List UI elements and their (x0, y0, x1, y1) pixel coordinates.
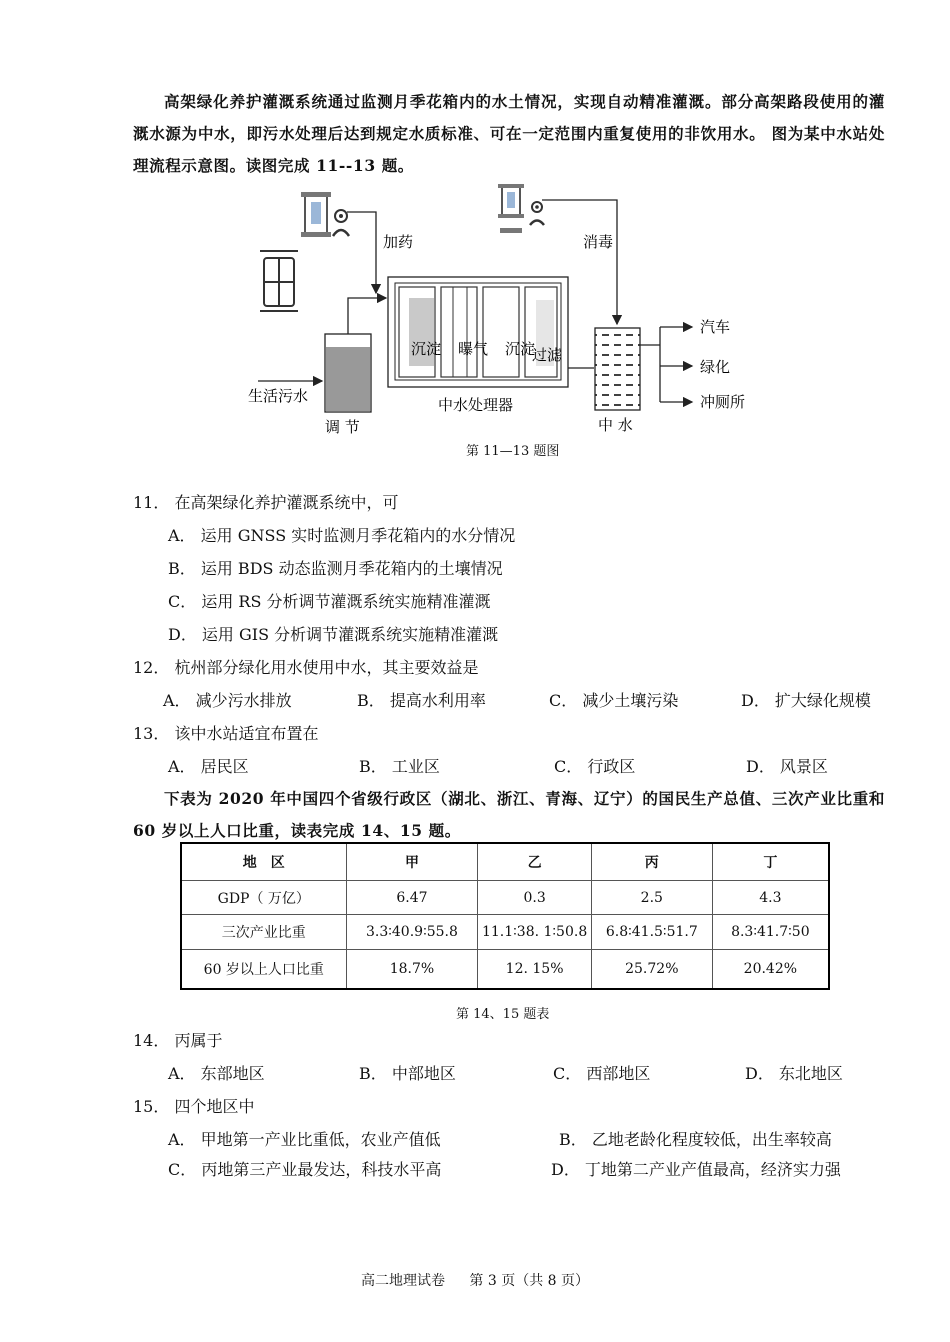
intro-paragraph-1: 高架绿化养护灌溉系统通过监测月季花箱内的水土情况，实现自动精准灌溉。部分高架路段使用的灌溉水源为中水，即污水处理后达到规定水质标准、可在一定范围内重复使用的非饮用水。 图为某中水站处理流程示意图。读图完成 11--13 题。 (133, 92, 885, 175)
q14-option-a: A． 东部地区 (168, 1064, 265, 1083)
table-cell: 20.42% (712, 950, 829, 990)
q11-option-d: D． 运用 GIS 分析调节灌溉系统实施精准灌溉 (168, 625, 499, 644)
q12-stem: 12． 杭州部分绿化用水使用中水，其主要效益是 (133, 658, 479, 677)
table-cell: 11.1∶38. 1∶50.8 (478, 915, 592, 950)
table-header-row (181, 843, 829, 881)
processor-unit (388, 277, 568, 387)
table-caption: 第 14、15 题表 (456, 1007, 550, 1022)
table-cell: 三次产业比重 (181, 915, 346, 950)
q13-option-c: C． 行政区 (554, 757, 636, 776)
table-cell: 6.8∶41.5∶51.7 (591, 915, 712, 950)
q13-option-b: B． 工业区 (359, 757, 440, 776)
q11-option-c: C． 运用 RS 分析调节灌溉系统实施精准灌溉 (168, 592, 491, 611)
label-stage3: 沉淀 (505, 340, 536, 358)
disinfect-pump-icon (530, 202, 544, 225)
q12-option-d: D． 扩大绿化规模 (741, 691, 871, 710)
table-cell: 8.3∶41.7∶50 (712, 915, 829, 950)
table-cell: 60 岁以上人口比重 (181, 950, 346, 990)
q14-option-b: B． 中部地区 (359, 1064, 456, 1083)
screen-grille-icon (260, 251, 298, 311)
label-reclaimed: 中 水 (598, 416, 633, 434)
page-footer (0, 1270, 950, 1290)
label-regulate: 调 节 (325, 418, 360, 436)
q12-option-a: A． 减少污水排放 (163, 691, 292, 710)
table-cell: 12. 15% (478, 950, 592, 990)
table-header-cell: 乙 (478, 843, 592, 881)
q11-option-a: A． 运用 GNSS 实时监测月季花箱内的水分情况 (168, 526, 516, 545)
regulating-tank (325, 334, 371, 412)
table-cell: 0.3 (478, 881, 592, 915)
q12-option-c: C． 减少土壤污染 (549, 691, 679, 710)
table-header-cell: 甲 (346, 843, 478, 881)
q15-option-b: B． 乙地老龄化程度较低，出生率较高 (559, 1130, 832, 1149)
table-cell: 2.5 (591, 881, 712, 915)
table-header-cell: 地 区 (181, 843, 346, 881)
label-stage1: 沉淀 (411, 340, 442, 358)
q14-option-d: D． 东北地区 (745, 1064, 843, 1083)
label-out-toilet: 冲厕所 (700, 393, 746, 411)
q11-option-b: B． 运用 BDS 动态监测月季花箱内的土壤情况 (168, 559, 503, 578)
label-disinfect: 消毒 (583, 233, 614, 251)
table-cell: 3.3∶40.9∶55.8 (346, 915, 478, 950)
table-row (181, 950, 829, 990)
water-treatment-diagram (0, 0, 950, 470)
q14-stem: 14． 丙属于 (133, 1031, 223, 1050)
table-cell: 25.72% (591, 950, 712, 990)
intro-paragraph-2: 下表为 2020 年中国四个省级行政区（湖北、浙江、青海、辽宁）的国民生产总值、三次产业比重和 60 岁以上人口比重，读表完成 14、15 题。 (133, 789, 885, 840)
q15-option-a: A． 甲地第一产业比重低，农业产值低 (168, 1130, 441, 1149)
footer-title: 高二地理试卷 (360, 1273, 445, 1289)
table-header-cell: 丙 (591, 843, 712, 881)
table-cell: 18.7% (346, 950, 478, 990)
disinfect-tank-icon (498, 184, 524, 233)
q15-option-c: C． 丙地第三产业最发达，科技水平高 (168, 1160, 442, 1179)
label-stage4: 过滤 (532, 346, 563, 364)
footer-page-number: 第 3 页（共 8 页） (469, 1273, 590, 1289)
label-sewage: 生活污水 (248, 387, 309, 405)
pump-icon (333, 210, 349, 236)
table-header-cell: 丁 (712, 843, 829, 881)
q12-option-b: B． 提高水利用率 (357, 691, 486, 710)
q11-stem: 11． 在高架绿化养护灌溉系统中，可 (133, 493, 399, 512)
data-table (180, 842, 830, 990)
label-out-green: 绿化 (700, 358, 731, 376)
reclaimed-water-tank (595, 328, 640, 410)
table-cell: GDP（ 万亿） (181, 881, 346, 915)
table-cell: 4.3 (712, 881, 829, 915)
label-stage2: 曝气 (458, 340, 489, 358)
diagram-caption: 第 11—13 题图 (466, 444, 560, 459)
table-row (181, 881, 829, 915)
q13-stem: 13． 该中水站适宜布置在 (133, 724, 319, 743)
table-row (181, 915, 829, 950)
q15-option-d: D． 丁地第二产业产值最高，经济实力强 (551, 1160, 841, 1179)
label-add-chem: 加药 (383, 233, 414, 251)
q13-option-d: D． 风景区 (746, 757, 828, 776)
q14-option-c: C． 西部地区 (553, 1064, 651, 1083)
label-out-car: 汽车 (700, 318, 731, 336)
label-processor: 中水处理器 (438, 396, 514, 414)
q15-stem: 15． 四个地区中 (133, 1097, 255, 1116)
table-cell: 6.47 (346, 881, 478, 915)
dosing-tank-icon (301, 192, 331, 237)
q13-option-a: A． 居民区 (168, 757, 249, 776)
